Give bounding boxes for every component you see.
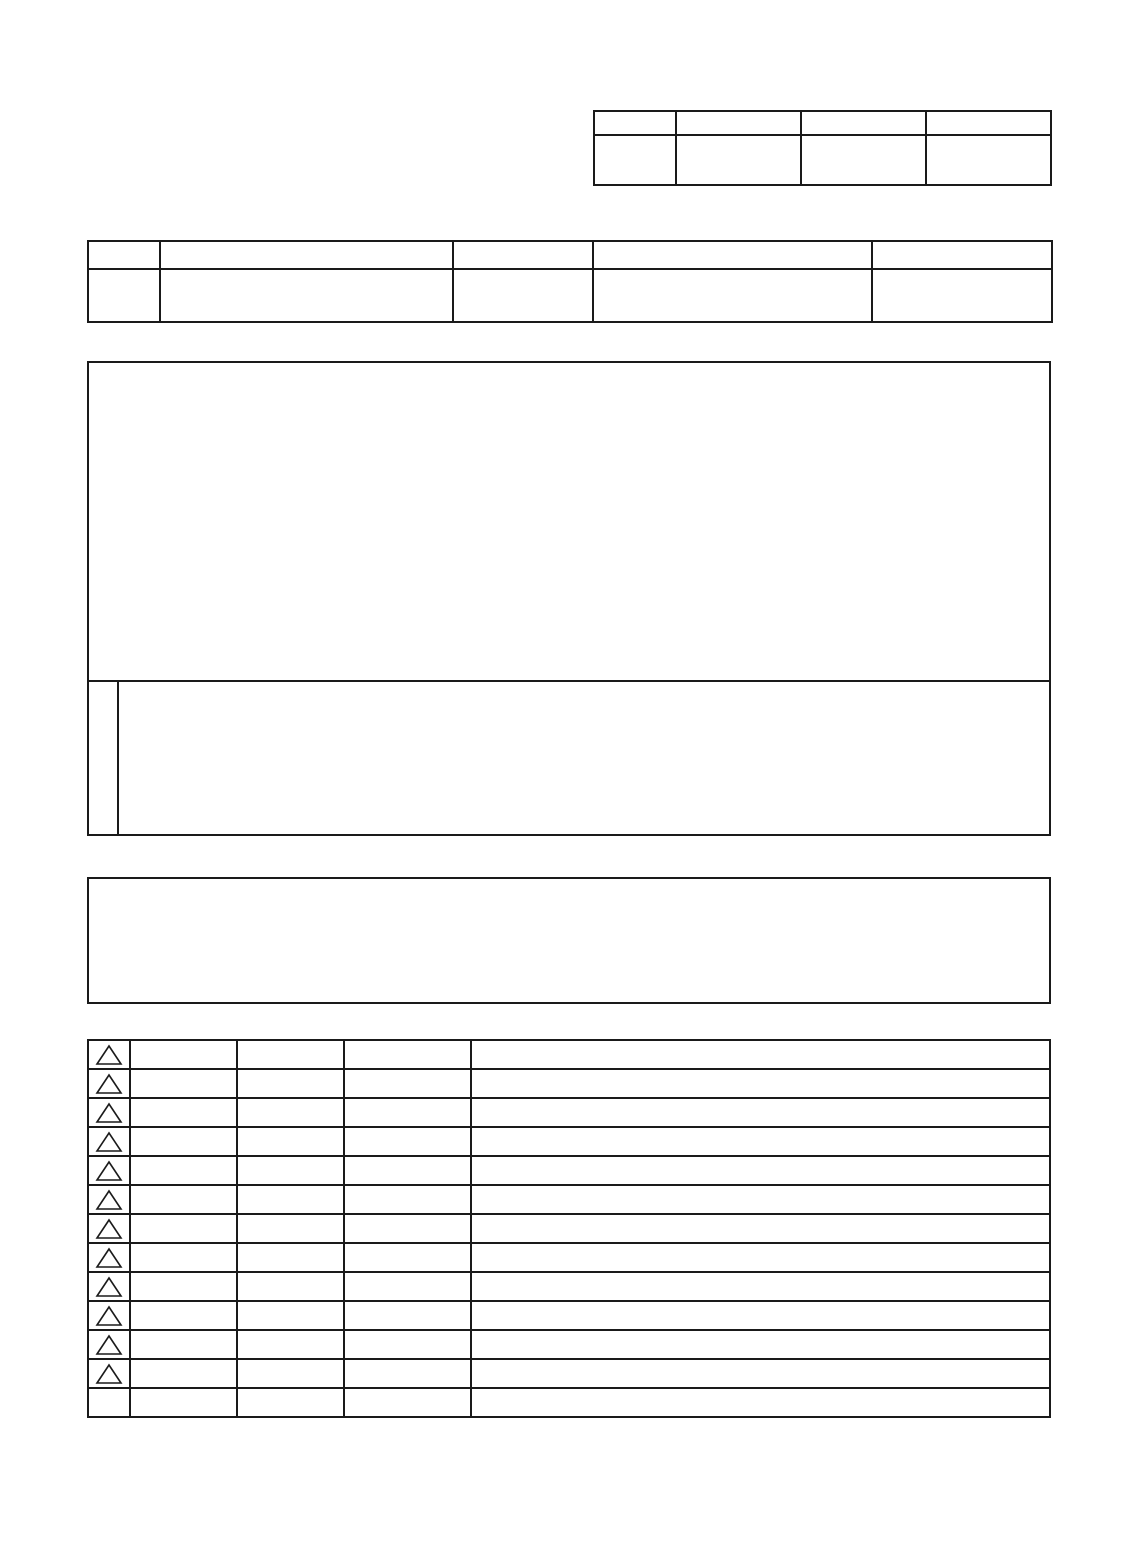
revision-row (88, 1214, 1050, 1243)
revision-cell (344, 1040, 471, 1069)
revision-cell (471, 1214, 1050, 1243)
info-table-header-row (88, 241, 1052, 269)
revision-row (88, 1185, 1050, 1214)
warning-triangle-icon (95, 1102, 123, 1124)
warning-triangle-icon (95, 1218, 123, 1240)
top-table (593, 110, 1052, 186)
top-cell (926, 135, 1051, 185)
revision-cell (344, 1272, 471, 1301)
warning-triangle-icon (95, 1160, 123, 1182)
revision-cell (130, 1069, 237, 1098)
revision-marker-cell (88, 1214, 130, 1243)
main-content-box (87, 361, 1051, 836)
revision-cell (344, 1098, 471, 1127)
revision-row (88, 1330, 1050, 1359)
revision-cell (344, 1069, 471, 1098)
revision-cell (130, 1243, 237, 1272)
revision-cell (130, 1359, 237, 1388)
revision-cell (471, 1069, 1050, 1098)
revision-cell (237, 1301, 344, 1330)
revision-cell (471, 1098, 1050, 1127)
revision-cell (237, 1330, 344, 1359)
revision-cell (237, 1098, 344, 1127)
revision-row (88, 1098, 1050, 1127)
revision-cell (237, 1040, 344, 1069)
top-table-header-row (594, 111, 1051, 135)
top-cell (801, 135, 926, 185)
warning-triangle-icon (95, 1305, 123, 1327)
top-cell (926, 111, 1051, 135)
info-cell (872, 241, 1052, 269)
revision-row (88, 1301, 1050, 1330)
info-table-value-row (88, 269, 1052, 322)
revision-row (88, 1359, 1050, 1388)
revision-cell (130, 1127, 237, 1156)
top-table-value-row (594, 135, 1051, 185)
revision-cell (130, 1185, 237, 1214)
revision-marker-cell (88, 1040, 130, 1069)
warning-triangle-icon (95, 1131, 123, 1153)
revision-cell (344, 1127, 471, 1156)
revision-row (88, 1040, 1050, 1069)
revision-cell (130, 1156, 237, 1185)
revision-row (88, 1127, 1050, 1156)
revision-cell (344, 1388, 471, 1417)
main-box-divider (89, 680, 1049, 682)
revision-cell (471, 1272, 1050, 1301)
revision-marker-cell (88, 1127, 130, 1156)
revision-cell (237, 1388, 344, 1417)
revision-marker-cell (88, 1243, 130, 1272)
revision-cell (471, 1330, 1050, 1359)
revision-row (88, 1388, 1050, 1417)
revision-cell (237, 1185, 344, 1214)
revision-row (88, 1243, 1050, 1272)
main-box-side-column (117, 680, 119, 834)
revision-marker-cell (88, 1098, 130, 1127)
revision-cell (471, 1388, 1050, 1417)
revision-cell (471, 1040, 1050, 1069)
warning-triangle-icon (95, 1276, 123, 1298)
info-cell (160, 241, 453, 269)
revision-cell (344, 1185, 471, 1214)
revision-cell (237, 1127, 344, 1156)
info-cell (593, 269, 872, 322)
revision-cell (344, 1243, 471, 1272)
revision-marker-cell (88, 1330, 130, 1359)
warning-triangle-icon (95, 1334, 123, 1356)
warning-triangle-icon (95, 1073, 123, 1095)
revision-cell (344, 1359, 471, 1388)
info-cell (88, 269, 160, 322)
revision-cell (130, 1301, 237, 1330)
revision-cell (237, 1214, 344, 1243)
revision-row (88, 1272, 1050, 1301)
revision-cell (130, 1098, 237, 1127)
info-cell (88, 241, 160, 269)
revision-cell (130, 1330, 237, 1359)
revision-cell (344, 1330, 471, 1359)
revision-marker-cell (88, 1359, 130, 1388)
revision-cell (237, 1359, 344, 1388)
warning-triangle-icon (95, 1363, 123, 1385)
warning-triangle-icon (95, 1189, 123, 1211)
revision-cell (130, 1040, 237, 1069)
info-cell (160, 269, 453, 322)
note-box (87, 877, 1051, 1004)
revision-marker-cell (88, 1069, 130, 1098)
revision-cell (471, 1243, 1050, 1272)
revision-cell (344, 1214, 471, 1243)
top-cell (594, 135, 676, 185)
revision-cell (130, 1272, 237, 1301)
top-cell (801, 111, 926, 135)
revision-cell (130, 1388, 237, 1417)
info-cell (453, 269, 593, 322)
warning-triangle-icon (95, 1044, 123, 1066)
revision-row (88, 1069, 1050, 1098)
revision-cell (237, 1156, 344, 1185)
revision-cell (237, 1069, 344, 1098)
revision-marker-cell (88, 1388, 130, 1417)
revision-cell (471, 1185, 1050, 1214)
revision-row (88, 1156, 1050, 1185)
revision-table (87, 1039, 1051, 1418)
info-table (87, 240, 1053, 323)
top-cell (594, 111, 676, 135)
top-cell (676, 135, 801, 185)
revision-cell (344, 1156, 471, 1185)
info-cell (872, 269, 1052, 322)
revision-cell (471, 1359, 1050, 1388)
revision-cell (471, 1156, 1050, 1185)
info-cell (593, 241, 872, 269)
info-cell (453, 241, 593, 269)
revision-cell (471, 1127, 1050, 1156)
revision-marker-cell (88, 1185, 130, 1214)
revision-cell (130, 1214, 237, 1243)
revision-cell (237, 1272, 344, 1301)
revision-cell (471, 1301, 1050, 1330)
revision-cell (344, 1301, 471, 1330)
warning-triangle-icon (95, 1247, 123, 1269)
revision-cell (237, 1243, 344, 1272)
revision-marker-cell (88, 1156, 130, 1185)
top-cell (676, 111, 801, 135)
revision-marker-cell (88, 1301, 130, 1330)
revision-marker-cell (88, 1272, 130, 1301)
